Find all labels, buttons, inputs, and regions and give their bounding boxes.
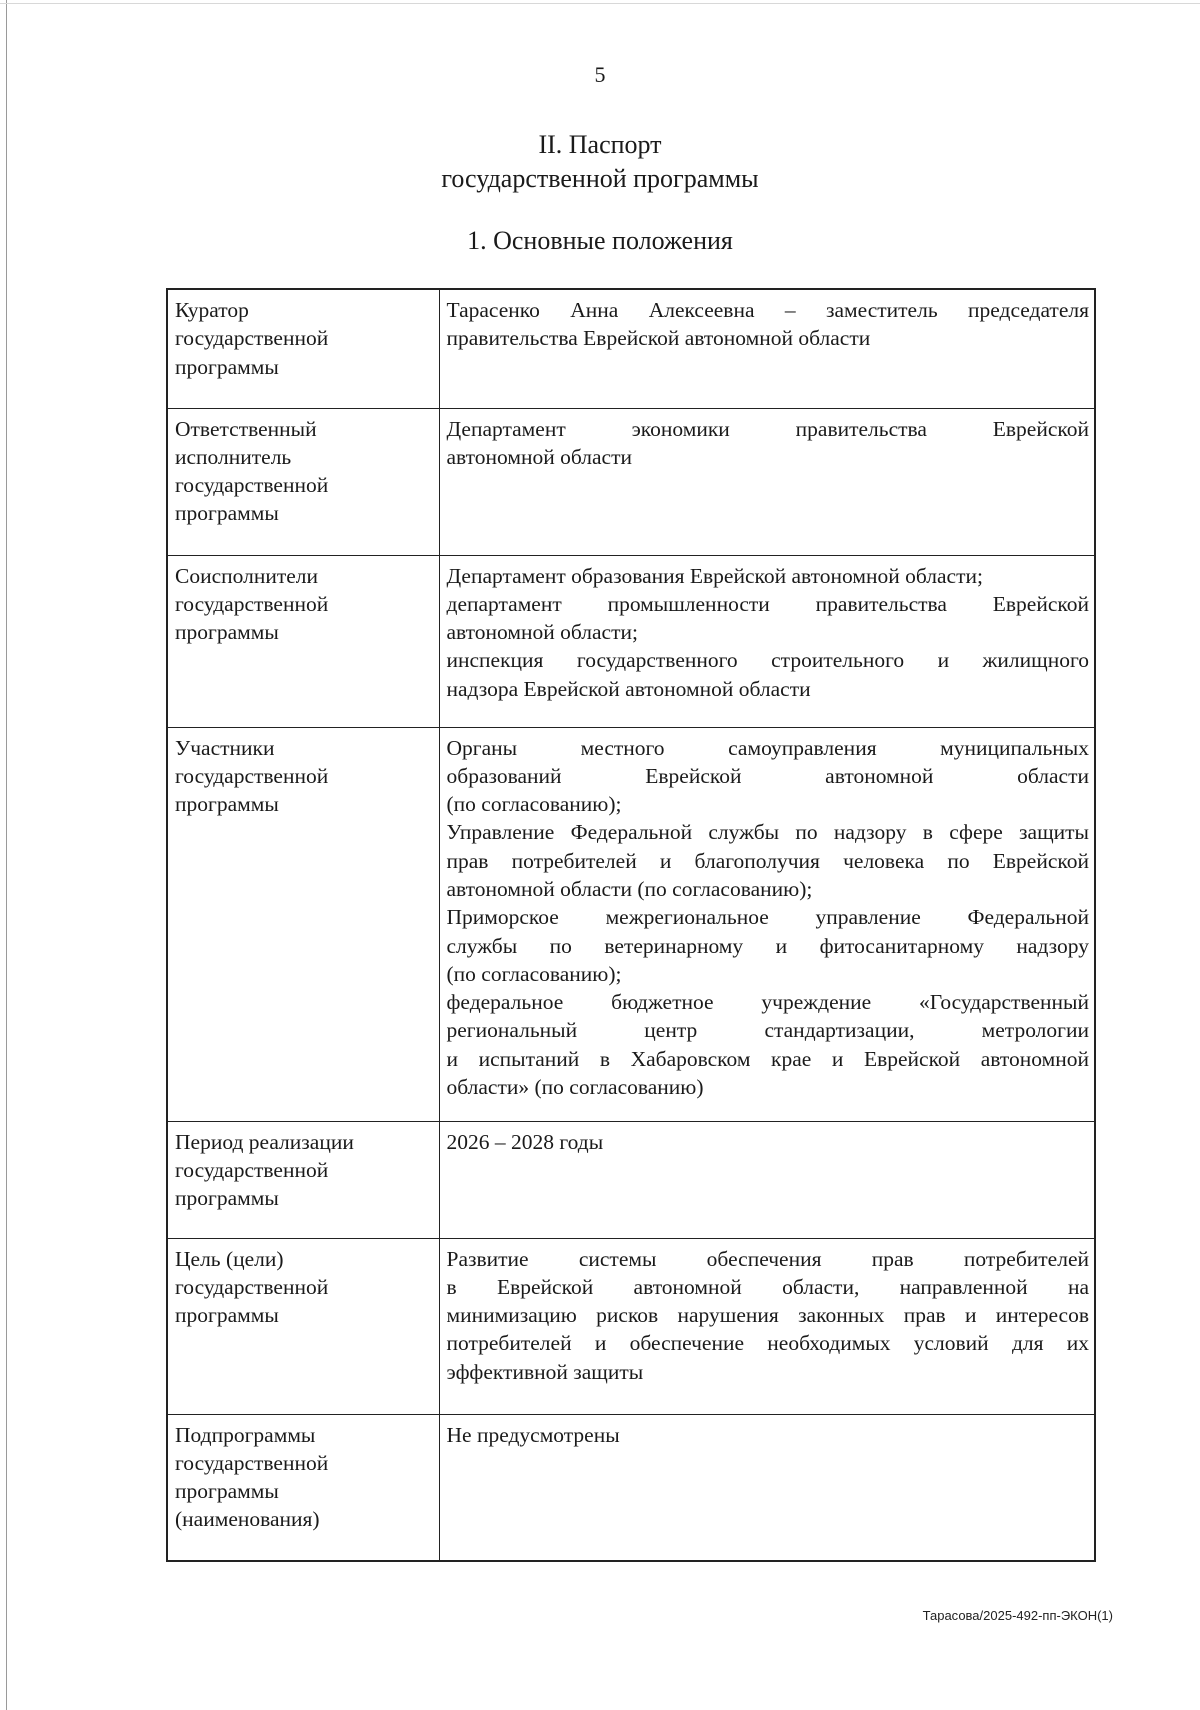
value-line: региональный центр стандартизации, метрологии: [446, 1018, 1089, 1043]
row-value: [439, 1121, 1095, 1238]
subsection-title: 1. Основные положения: [467, 226, 733, 255]
row-value: [439, 555, 1095, 727]
value-line: прав потребителей и благополучия человека по Еврейской: [446, 848, 1089, 873]
label-line: (наименования): [175, 1507, 320, 1532]
label-line: Участники: [175, 735, 275, 760]
value-line: Не предусмотрены: [446, 1422, 620, 1447]
value-line: Тарасенко Анна Алексеевна – заместитель председателя: [446, 298, 1089, 322]
value-line: (по согласованию);: [446, 792, 622, 817]
value-line: инспекция государственного строительного и жилищного: [446, 648, 1089, 673]
row-value: [439, 1238, 1095, 1414]
row-label: [167, 1414, 439, 1561]
value-line: департамент промышленности правительства Еврейской: [446, 591, 1089, 616]
value-line: автономной области: [446, 444, 632, 469]
value-line: автономной области (по согласованию);: [446, 876, 813, 901]
document-reference: Тарасова/2025-492-пп-ЭКОН(1): [922, 1608, 1113, 1623]
label-line: государственной: [175, 1274, 329, 1299]
label-line: государственной: [175, 591, 329, 616]
value-line: 2026 – 2028 годы: [446, 1129, 604, 1154]
row-label: [167, 555, 439, 727]
label-line: программы: [175, 1479, 279, 1504]
row-label: [167, 727, 439, 1121]
value-line: службы по ветеринарному и фитосанитарному надзору: [446, 933, 1089, 958]
table-row-co-executors: [167, 555, 1095, 727]
value-line: Департамент образования Еврейской автономной области;: [446, 563, 983, 588]
value-line: Департамент экономики правительства Еврейской: [446, 416, 1089, 441]
row-label: [167, 1121, 439, 1238]
section-title-line: государственной программы: [441, 164, 759, 193]
value-line: автономной области;: [446, 620, 638, 645]
value-line: Органы местного самоуправления муниципальных: [446, 735, 1089, 760]
value-line: эффективной защиты: [446, 1359, 644, 1384]
table-row-goals: [167, 1238, 1095, 1414]
label-line: государственной: [175, 763, 329, 788]
passport-table: [166, 288, 1096, 1562]
label-line: программы: [175, 1186, 279, 1211]
row-value: [439, 1414, 1095, 1561]
label-line: Куратор: [175, 298, 249, 322]
label-line: программы: [175, 1303, 279, 1328]
value-line: потребителей и обеспечение необходимых условий для их: [446, 1331, 1089, 1356]
value-line: Управление Федеральной службы по надзору в сфере защиты: [446, 820, 1089, 845]
value-line: (по согласованию);: [446, 961, 622, 986]
value-line: минимизацию рисков нарушения законных прав и интересов: [446, 1303, 1089, 1328]
page-number: 5: [594, 62, 606, 87]
table-row-subprograms: [167, 1414, 1095, 1561]
table-row-implementation-period: [167, 1121, 1095, 1238]
label-line: Ответственный: [175, 416, 317, 441]
scan-top-edge: [0, 3, 1200, 4]
value-line: образований Еврейской автономной области: [446, 763, 1089, 788]
value-line: области» (по согласованию): [446, 1075, 704, 1100]
label-line: Соисполнители: [175, 563, 319, 588]
table-row-participants: [167, 727, 1095, 1121]
label-line: государственной: [175, 473, 329, 498]
value-line: Приморское межрегиональное управление Федеральной: [446, 905, 1089, 930]
label-line: программы: [175, 354, 279, 379]
row-label: [167, 289, 439, 408]
value-line: правительства Еврейской автономной области: [446, 326, 871, 351]
row-value: [439, 408, 1095, 555]
section-title-line: II. Паспорт: [538, 130, 662, 159]
label-line: государственной: [175, 1157, 329, 1182]
label-line: Цель (цели): [175, 1246, 284, 1271]
label-line: государственной: [175, 1450, 329, 1475]
label-line: Подпрограммы: [175, 1422, 316, 1447]
value-line: федеральное бюджетное учреждение «Государственный: [446, 990, 1089, 1015]
label-line: программы: [175, 792, 279, 817]
section-title: [0, 128, 1200, 196]
label-line: программы: [175, 501, 279, 526]
value-line: надзора Еврейской автономной области: [446, 676, 811, 701]
value-line: в Еврейской автономной области, направленной на: [446, 1274, 1089, 1299]
table-row-curator: [167, 289, 1095, 408]
row-label: [167, 1238, 439, 1414]
label-line: государственной: [175, 326, 329, 351]
row-value: [439, 289, 1095, 408]
row-value: [439, 727, 1095, 1121]
row-label: [167, 408, 439, 555]
value-line: Развитие системы обеспечения прав потребителей: [446, 1246, 1089, 1271]
label-line: Период реализации: [175, 1129, 354, 1154]
label-line: исполнитель: [175, 444, 292, 469]
table-row-responsible-executor: [167, 408, 1095, 555]
value-line: и испытаний в Хабаровском крае и Еврейской автономной: [446, 1046, 1089, 1071]
label-line: программы: [175, 620, 279, 645]
